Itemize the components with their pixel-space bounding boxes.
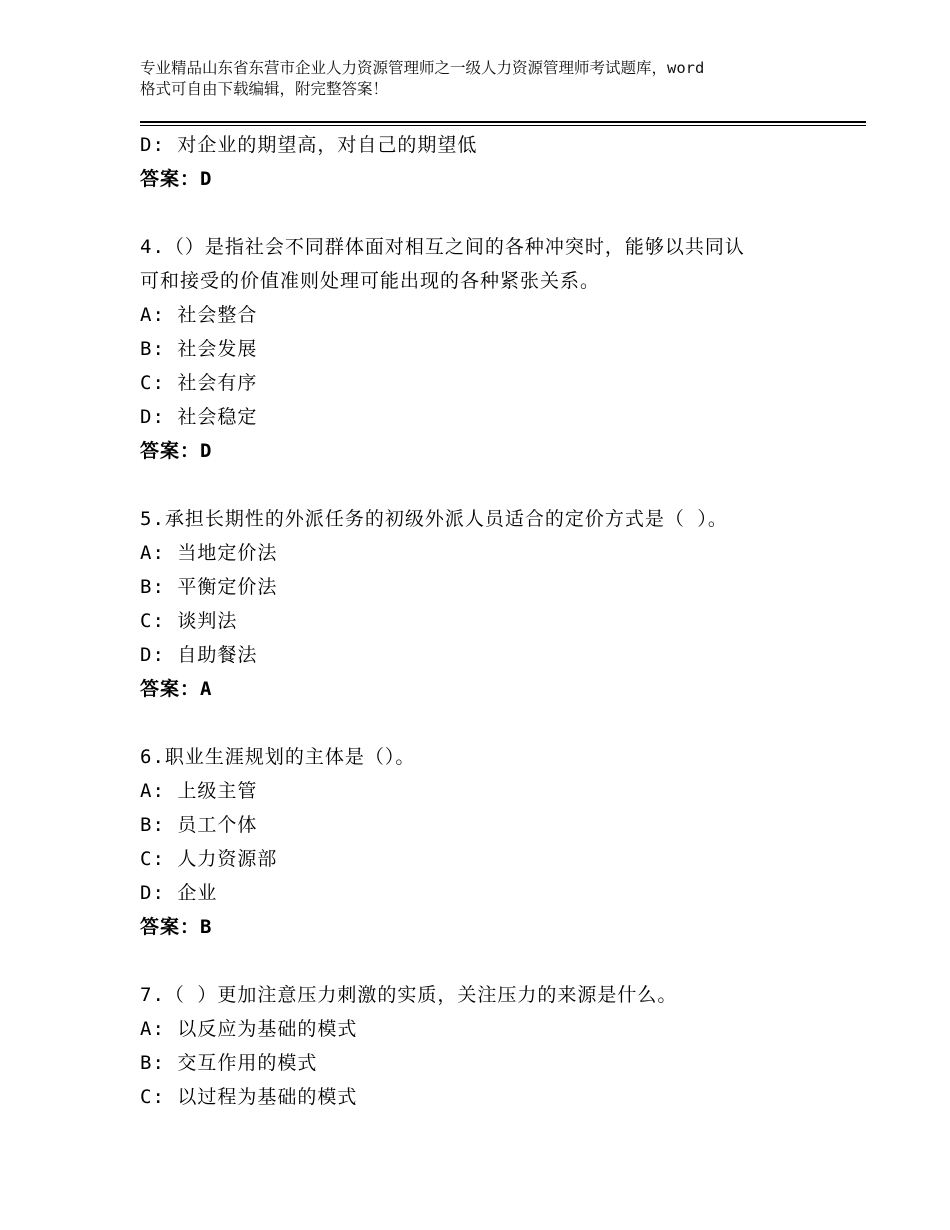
header-divider-thick (140, 121, 866, 123)
question-7 (140, 978, 840, 1114)
question-stem: 4.（）是指社会不同群体面对相互之间的各种冲突时，能够以共同认 (140, 236, 745, 258)
question-stem: 5.承担长期性的外派任务的初级外派人员适合的定价方式是（ ）。 (140, 508, 728, 530)
question-4 (140, 230, 840, 468)
option-c: C: 人力资源部 (140, 848, 278, 870)
question-list (140, 128, 840, 1114)
answer: 答案：B (140, 916, 213, 938)
header-title-line1: 专业精品山东省东营市企业人力资源管理师之一级人力资源管理师考试题库，word (140, 59, 705, 77)
question-stem: 6.职业生涯规划的主体是（）。 (140, 746, 416, 768)
question-stem: 7.（ ）更加注意压力刺激的实质，关注压力的来源是什么。 (140, 984, 678, 1006)
option-d: D: 企业 (140, 882, 218, 904)
question-5 (140, 502, 840, 706)
option-b: B: 社会发展 (140, 338, 258, 360)
answer: 答案：D (140, 168, 213, 190)
header-divider-thin (140, 125, 866, 126)
option-d: D: 社会稳定 (140, 406, 258, 428)
option-c: C: 以过程为基础的模式 (140, 1086, 358, 1108)
option-d: D: 自助餐法 (140, 644, 258, 666)
option-d: D: 对企业的期望高，对自己的期望低 (140, 134, 478, 156)
option-a: A: 社会整合 (140, 304, 258, 326)
option-b: B: 员工个体 (140, 814, 258, 836)
header-title-line2: 格式可自由下载编辑，附完整答案！ (140, 80, 389, 98)
question-6 (140, 740, 840, 944)
question-stem-cont: 可和接受的价值准则处理可能出现的各种紧张关系。 (140, 270, 601, 292)
option-b: B: 平衡定价法 (140, 576, 278, 598)
option-a: A: 上级主管 (140, 780, 258, 802)
option-c: C: 谈判法 (140, 610, 238, 632)
option-b: B: 交互作用的模式 (140, 1052, 318, 1074)
option-a: A: 以反应为基础的模式 (140, 1018, 358, 1040)
option-c: C: 社会有序 (140, 372, 258, 394)
answer: 答案：A (140, 678, 213, 700)
option-a: A: 当地定价法 (140, 542, 278, 564)
answer: 答案：D (140, 440, 213, 462)
document-header (140, 58, 830, 100)
